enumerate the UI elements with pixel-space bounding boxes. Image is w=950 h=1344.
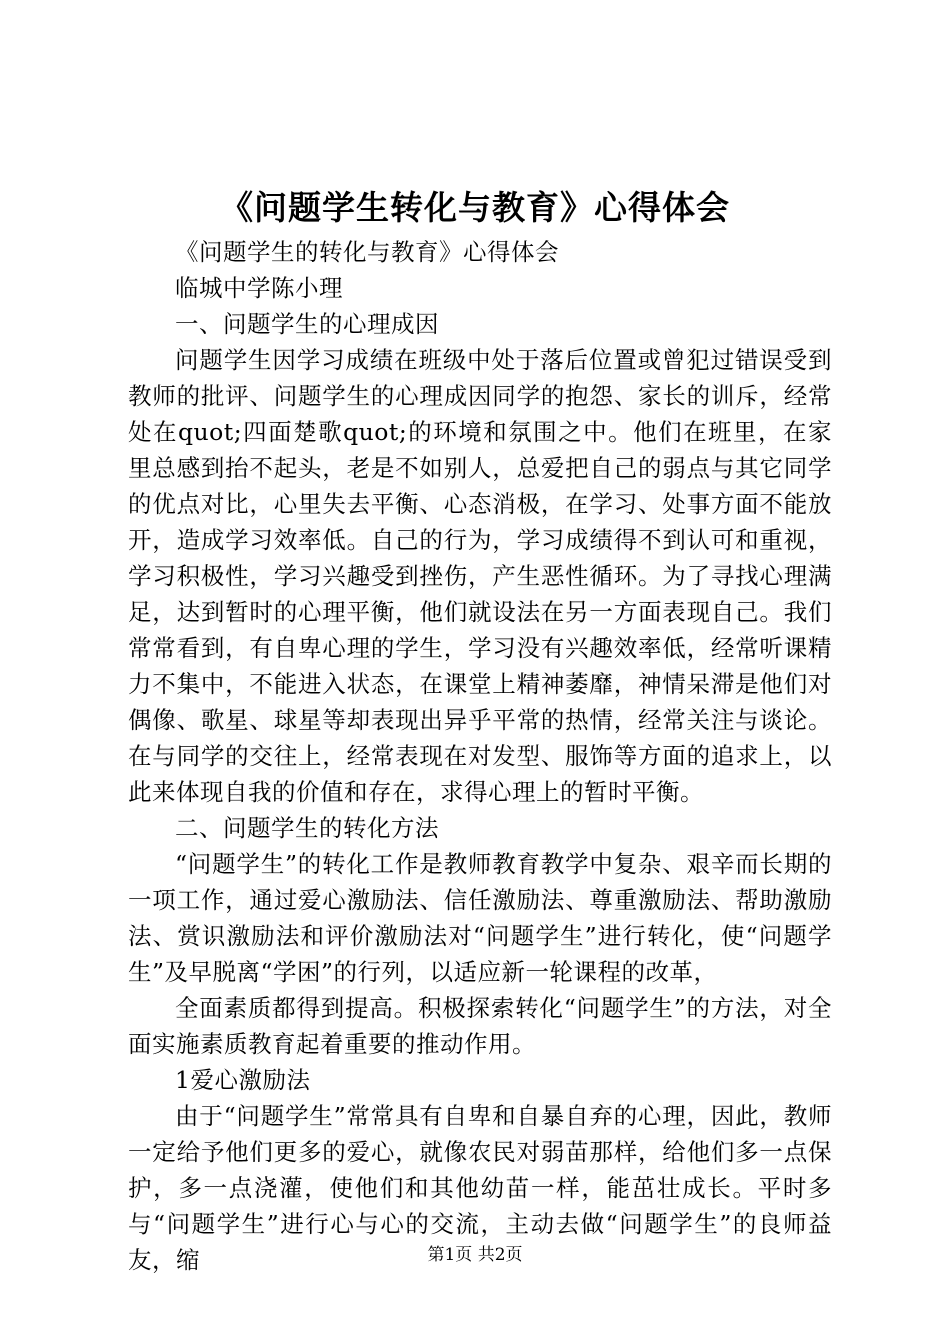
document-body <box>128 234 832 1278</box>
paragraph-heading-1: 一、问题学生的心理成因 <box>175 310 439 338</box>
paragraph-body-4: 由于“问题学生”常常具有自卑和自暴自弃的心理，因此，教师一定给予他们更多的爱心，就像农民对弱苗那样，给他们多一点保护，多一点浇灌，使他们和其他幼苗一样，能茁壮成长。平时多与“问题学生”进行心与心的交流，主动去做“问题学生”的良师益友，缩 <box>128 1102 832 1274</box>
paragraph-subtitle: 《问题学生的转化与教育》心得体会 <box>175 238 559 266</box>
paragraph-heading-2: 二、问题学生的转化方法 <box>175 814 439 842</box>
page-footer: 第1页 共2页 <box>427 1245 523 1265</box>
paragraph-body-2: “问题学生”的转化工作是教师教育教学中复杂、艰辛而长期的一项工作，通过爱心激励法、信任激励法、尊重激励法、帮助激励法、赏识激励法和评价激励法对“问题学生”进行转化，使“问题学生”及早脱离“学困”的行列，以适应新一轮课程的改革， <box>128 850 832 986</box>
paragraph-subheading-1: 1爱心激励法 <box>175 1066 311 1094</box>
paragraph-body-1: 问题学生因学习成绩在班级中处于落后位置或曾犯过错误受到教师的批评、问题学生的心理成因同学的抱怨、家长的训斥，经常处在quot;四面楚歌quot;的环境和氛围之中。他们在班里，在家里总感到抬不起头，老是不如别人，总爱把自己的弱点与其它同学的优点对比，心里失去平衡、心态消极，在学习、处事方面不能放开，造成学习效率低。自己的行为，学习成绩得不到认可和重视，学习积极性，学习兴趣受到挫伤，产生恶性循环。为了寻找心理满足，达到暂时的心理平衡，他们就设法在另一方面表现自己。我们常常看到，有自卑心理的学生，学习没有兴趣效率低，经常听课精力不集中，不能进入状态，在课堂上精神萎靡，神情呆滞是他们对偶像、歌星、球星等却表现出异乎平常的热情，经常关注与谈论。在与同学的交往上，经常表现在对发型、服饰等方面的追求上，以此来体现自我的价值和存在，求得心理上的暂时平衡。 <box>128 346 832 806</box>
document-title: 《问题学生转化与教育》心得体会 <box>220 188 730 227</box>
paragraph-body-3: 全面素质都得到提高。积极探索转化“问题学生”的方法，对全面实施素质教育起着重要的推动作用。 <box>128 994 832 1058</box>
paragraph-author: 临城中学陈小理 <box>175 274 343 302</box>
